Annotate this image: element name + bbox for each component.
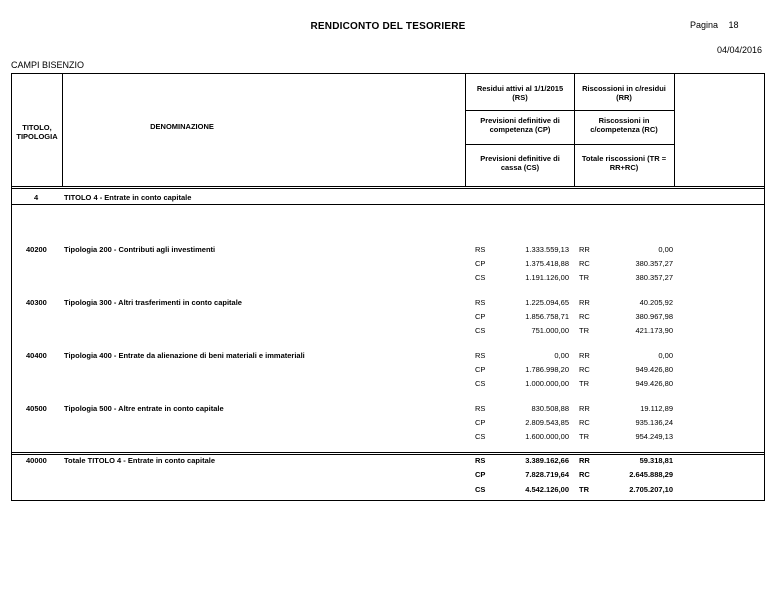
code-tr: TR [579, 273, 589, 282]
code-tr: TR [579, 379, 589, 388]
row-code: 40500 [26, 404, 47, 413]
value-rc: 949.426,80 [635, 365, 673, 374]
value-cs: 1.000.000,00 [525, 379, 569, 388]
total-cs: 4.542.126,00 [525, 485, 569, 494]
code-tr: TR [579, 432, 589, 441]
value-cp: 1.856.758,71 [525, 312, 569, 321]
header-bottom-line [12, 188, 764, 189]
value-tr: 380.357,27 [635, 273, 673, 282]
col-header-denominazione: DENOMINAZIONE [150, 122, 214, 131]
value-rr: 40.205,92 [639, 298, 673, 307]
code-rs: RS [475, 404, 486, 413]
value-rs: 0,00 [554, 351, 569, 360]
col-header-titolo: TITOLO, TIPOLOGIA [16, 123, 58, 141]
value-cs: 1.600.000,00 [525, 432, 569, 441]
code-rc: RC [579, 365, 590, 374]
col-header-rs: Residui attivi al 1/1/2015 (RS) [476, 84, 564, 102]
value-cs: 1.191.126,00 [525, 273, 569, 282]
value-cp: 1.375.418,88 [525, 259, 569, 268]
col-header-tr: Totale riscossioni (TR = RR+RC) [581, 154, 667, 172]
code-cs: CS [475, 273, 486, 282]
code-rr: RR [579, 456, 590, 465]
value-cp: 2.809.543,85 [525, 418, 569, 427]
total-rr: 59.318,81 [639, 456, 673, 465]
row-label: Tipologia 200 - Contributi agli investimenti [64, 245, 216, 254]
code-rc: RC [579, 418, 590, 427]
value-cs: 751.000,00 [531, 326, 569, 335]
code-rs: RS [475, 351, 486, 360]
value-rc: 380.967,98 [635, 312, 673, 321]
code-rr: RR [579, 404, 590, 413]
total-rc: 2.645.888,29 [629, 470, 673, 479]
value-rr: 0,00 [658, 351, 673, 360]
value-rs: 1.225.094,65 [525, 298, 569, 307]
code-tr: TR [579, 326, 589, 335]
row-label: Tipologia 500 - Altre entrate in conto capitale [64, 404, 224, 413]
code-rc: RC [579, 259, 590, 268]
entity-name: CAMPI BISENZIO [11, 60, 85, 70]
page-number [690, 20, 739, 30]
row-label: Tipologia 400 - Entrate da alienazione di beni materiali e immateriali [64, 351, 305, 360]
value-rs: 1.333.559,13 [525, 245, 569, 254]
total-line [12, 452, 764, 453]
code-rc: RC [579, 312, 590, 321]
code-rr: RR [579, 245, 590, 254]
col-divider [574, 74, 575, 186]
report-table [11, 73, 765, 501]
code-rr: RR [579, 351, 590, 360]
section-label: TITOLO 4 - Entrate in conto capitale [64, 193, 192, 202]
value-rc: 935.136,24 [635, 418, 673, 427]
value-rs: 830.508,88 [531, 404, 569, 413]
row-code: 40400 [26, 351, 47, 360]
col-header-rr: Riscossioni in c/residui (RR) [582, 84, 666, 102]
code-cp: CP [475, 365, 486, 374]
col-header-cs: Previsioni definitive di cassa (CS) [480, 154, 560, 172]
code-cp: CP [475, 418, 486, 427]
code-cp: CP [475, 470, 486, 479]
page-label: Pagina [690, 20, 719, 30]
value-rc: 380.357,27 [635, 259, 673, 268]
code-rc: RC [579, 470, 590, 479]
row-code: 40300 [26, 298, 47, 307]
total-line [12, 454, 764, 455]
code-cp: CP [475, 259, 486, 268]
total-rs: 3.389.162,66 [525, 456, 569, 465]
total-tr: 2.705.207,10 [629, 485, 673, 494]
value-tr: 954.249,13 [635, 432, 673, 441]
code-rs: RS [475, 456, 486, 465]
row-divider [465, 110, 674, 111]
row-divider [465, 144, 674, 145]
value-rr: 19.112,89 [640, 404, 673, 413]
code-cp: CP [475, 312, 486, 321]
total-code: 40000 [26, 456, 47, 465]
code-cs: CS [475, 326, 486, 335]
row-code: 40200 [26, 245, 47, 254]
value-cp: 1.786.998,20 [525, 365, 569, 374]
col-divider [465, 74, 466, 186]
total-cp: 7.828.719,64 [525, 470, 569, 479]
code-cs: CS [475, 485, 486, 494]
value-tr: 421.173,90 [635, 326, 673, 335]
code-rs: RS [475, 298, 486, 307]
header-bottom-line [12, 186, 764, 187]
page-title: RENDICONTO DEL TESORIERE [310, 21, 466, 32]
col-divider [674, 74, 675, 186]
total-label: Totale TITOLO 4 - Entrate in conto capitale [64, 456, 215, 465]
page-number-value: 18 [728, 20, 739, 30]
row-label: Tipologia 300 - Altri trasferimenti in conto capitale [64, 298, 242, 307]
report-date: 04/04/2016 [716, 45, 762, 55]
value-rr: 0,00 [658, 245, 673, 254]
code-rr: RR [579, 298, 590, 307]
code-rs: RS [475, 245, 486, 254]
section-code: 4 [34, 193, 39, 202]
value-tr: 949.426,80 [635, 379, 673, 388]
col-header-rc: Riscossioni in c/competenza (RC) [590, 116, 658, 134]
code-tr: TR [579, 485, 589, 494]
code-cs: CS [475, 379, 486, 388]
code-cs: CS [475, 432, 486, 441]
section-line [12, 204, 764, 205]
col-header-cp: Previsioni definitive di competenza (CP) [480, 116, 560, 134]
